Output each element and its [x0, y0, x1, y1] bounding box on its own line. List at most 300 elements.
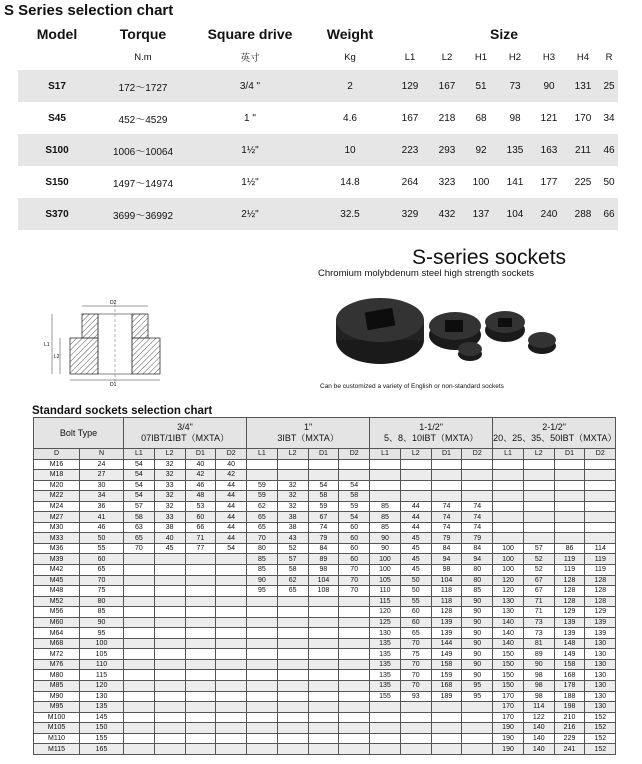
- std-cell: 79: [462, 533, 493, 544]
- std-cell: [216, 575, 247, 586]
- std-cell: 74: [462, 522, 493, 533]
- cell-h2: 73: [498, 70, 532, 102]
- std-cell: 50: [80, 533, 124, 544]
- std-cell: [277, 596, 308, 607]
- std-cell: 33: [154, 480, 185, 491]
- std-cell: 90: [462, 670, 493, 681]
- table-row: [34, 522, 616, 533]
- std-cell: [585, 501, 616, 512]
- std-cell: [124, 733, 155, 744]
- std-cell: 60: [339, 543, 370, 554]
- std-cell: 70: [339, 565, 370, 576]
- std-cell: [216, 702, 247, 713]
- std-cell: [308, 744, 339, 755]
- std-cell: M42: [34, 565, 80, 576]
- std-cell: 30: [80, 480, 124, 491]
- std-cell: [247, 712, 278, 723]
- standard-table-title: Standard sockets selection chart: [32, 405, 213, 417]
- std-cell: 128: [554, 596, 585, 607]
- std-cell: [154, 744, 185, 755]
- std-cell: M76: [34, 659, 80, 670]
- std-cell: [462, 744, 493, 755]
- std-cell: [277, 670, 308, 681]
- std-cell: 45: [400, 533, 431, 544]
- std-cell: M33: [34, 533, 80, 544]
- std-cell: M30: [34, 522, 80, 533]
- std-cell: 229: [554, 733, 585, 744]
- std-cell: 150: [493, 670, 524, 681]
- std-cell: [154, 607, 185, 618]
- std-cell: [185, 565, 216, 576]
- cell-h2: 104: [498, 198, 532, 230]
- std-cell: 71: [185, 533, 216, 544]
- cell-torque: 172～1727: [96, 70, 190, 102]
- std-cell: 32: [154, 491, 185, 502]
- std-cell: M90: [34, 691, 80, 702]
- table-row: [34, 723, 616, 734]
- cell-torque: 452～4529: [118, 114, 168, 126]
- std-cell: 32: [154, 501, 185, 512]
- std-cell: 86: [554, 543, 585, 554]
- std-cell: 74: [462, 501, 493, 512]
- table-row: [34, 565, 616, 576]
- table-row: [34, 459, 616, 470]
- std-cell: [462, 733, 493, 744]
- std-cell: 130: [585, 691, 616, 702]
- std-cell: [277, 681, 308, 692]
- std-cell: [339, 459, 370, 470]
- std-cell: [523, 470, 554, 481]
- std-cell: [185, 733, 216, 744]
- std-cell: M48: [34, 586, 80, 597]
- std-cell: [216, 670, 247, 681]
- std-cell: 152: [585, 723, 616, 734]
- std-cell: 52: [523, 565, 554, 576]
- header-square-drive: Square drive: [207, 26, 293, 42]
- header-weight: Weight: [326, 26, 374, 42]
- std-cell: [185, 659, 216, 670]
- std-cell: [247, 649, 278, 660]
- std-cell: M39: [34, 554, 80, 565]
- std-cell: 94: [462, 554, 493, 565]
- std-cell: 159: [431, 670, 462, 681]
- std-cell: [493, 480, 524, 491]
- std-cell: 95: [462, 681, 493, 692]
- std-cell: 42: [185, 470, 216, 481]
- std-cell: [400, 702, 431, 713]
- std-cell: [431, 723, 462, 734]
- cell-h4: 211: [566, 134, 600, 166]
- std-cell: [493, 491, 524, 502]
- table-row: [18, 198, 618, 230]
- cell-r: 25: [600, 70, 618, 102]
- std-cell: [585, 480, 616, 491]
- table-row: [34, 628, 616, 639]
- std-cell: M52: [34, 596, 80, 607]
- cell-h1: 68: [475, 112, 487, 124]
- std-cell: [585, 470, 616, 481]
- table-row: [34, 512, 616, 523]
- diagram-label-d2: D2: [110, 300, 117, 306]
- std-cell: 139: [554, 628, 585, 639]
- col-d2-header: D2: [462, 449, 493, 460]
- cell-h4: 288: [566, 198, 600, 230]
- std-cell: [216, 744, 247, 755]
- std-cell: 67: [523, 586, 554, 597]
- std-cell: 75: [400, 649, 431, 660]
- std-cell: 155: [370, 691, 401, 702]
- std-cell: [124, 744, 155, 755]
- std-cell: 98: [523, 691, 554, 702]
- std-cell: 54: [124, 470, 155, 481]
- std-cell: [124, 628, 155, 639]
- cell-l1: 264: [401, 176, 419, 188]
- std-cell: [277, 607, 308, 618]
- std-cell: 52: [523, 554, 554, 565]
- std-cell: 45: [400, 565, 431, 576]
- std-cell: 60: [339, 533, 370, 544]
- table-row: [34, 586, 616, 597]
- std-cell: 44: [216, 480, 247, 491]
- std-cell: 38: [277, 522, 308, 533]
- std-cell: 90: [80, 617, 124, 628]
- std-cell: [339, 659, 370, 670]
- std-cell: 128: [585, 575, 616, 586]
- std-cell: 130: [585, 659, 616, 670]
- std-cell: 62: [247, 501, 278, 512]
- std-cell: [154, 712, 185, 723]
- std-cell: 104: [431, 575, 462, 586]
- std-cell: M100: [34, 712, 80, 723]
- cell-drive: 2½": [190, 198, 310, 230]
- std-cell: 42: [216, 470, 247, 481]
- table-row: [34, 554, 616, 565]
- std-cell: 44: [400, 501, 431, 512]
- std-cell: [185, 691, 216, 702]
- std-cell: M105: [34, 723, 80, 734]
- std-cell: [370, 459, 401, 470]
- std-cell: [370, 733, 401, 744]
- cell-h1: 100: [472, 176, 490, 188]
- std-cell: [185, 670, 216, 681]
- std-cell: [216, 565, 247, 576]
- cell-r: 46: [600, 134, 618, 166]
- table-row: [34, 617, 616, 628]
- std-cell: [339, 733, 370, 744]
- cell-torque: 3699～36992: [96, 198, 190, 230]
- std-cell: [554, 470, 585, 481]
- std-cell: [339, 638, 370, 649]
- std-cell: [185, 628, 216, 639]
- std-cell: [154, 723, 185, 734]
- std-cell: [154, 659, 185, 670]
- std-cell: [216, 681, 247, 692]
- std-cell: 241: [554, 744, 585, 755]
- sockets-title: S-series sockets: [412, 246, 567, 269]
- std-cell: [370, 470, 401, 481]
- std-cell: 65: [80, 565, 124, 576]
- std-cell: M16: [34, 459, 80, 470]
- std-cell: 46: [80, 522, 124, 533]
- std-cell: 152: [585, 744, 616, 755]
- std-cell: M95: [34, 702, 80, 713]
- std-cell: 65: [124, 533, 155, 544]
- group-header-2-1-2: 2-1/2" 20、25、35、50IBT（MXTA）: [493, 418, 616, 449]
- std-cell: 190: [493, 744, 524, 755]
- cell-weight: 10: [310, 134, 390, 166]
- std-cell: 60: [339, 522, 370, 533]
- std-cell: 100: [493, 565, 524, 576]
- std-cell: [124, 586, 155, 597]
- std-cell: [216, 607, 247, 618]
- std-cell: 114: [585, 543, 616, 554]
- std-cell: 90: [462, 638, 493, 649]
- std-cell: 135: [370, 681, 401, 692]
- std-cell: [554, 501, 585, 512]
- std-cell: 120: [493, 586, 524, 597]
- std-cell: [124, 712, 155, 723]
- std-cell: 70: [400, 659, 431, 670]
- std-cell: 152: [585, 733, 616, 744]
- std-cell: 34: [80, 491, 124, 502]
- std-cell: [554, 459, 585, 470]
- std-cell: 114: [523, 702, 554, 713]
- std-cell: [247, 723, 278, 734]
- std-cell: 168: [431, 681, 462, 692]
- std-cell: [277, 691, 308, 702]
- cell-l1: 329: [390, 198, 430, 230]
- std-cell: 140: [523, 744, 554, 755]
- std-cell: [216, 691, 247, 702]
- std-cell: [277, 744, 308, 755]
- std-cell: 81: [523, 638, 554, 649]
- std-cell: [185, 712, 216, 723]
- std-cell: [124, 575, 155, 586]
- std-cell: [277, 459, 308, 470]
- cell-model: S17: [18, 70, 96, 102]
- std-cell: 140: [493, 628, 524, 639]
- std-cell: 139: [554, 617, 585, 628]
- std-cell: [216, 554, 247, 565]
- std-cell: [585, 533, 616, 544]
- std-cell: M45: [34, 575, 80, 586]
- std-cell: 165: [80, 744, 124, 755]
- std-cell: [400, 459, 431, 470]
- std-cell: 130: [493, 607, 524, 618]
- std-cell: 152: [585, 712, 616, 723]
- std-cell: 54: [124, 459, 155, 470]
- std-cell: [154, 628, 185, 639]
- std-cell: [247, 744, 278, 755]
- std-cell: [154, 670, 185, 681]
- std-cell: 128: [585, 596, 616, 607]
- std-cell: [154, 617, 185, 628]
- std-cell: 140: [493, 638, 524, 649]
- std-cell: [339, 681, 370, 692]
- std-cell: 90: [462, 596, 493, 607]
- std-cell: 89: [308, 554, 339, 565]
- std-cell: 70: [400, 681, 431, 692]
- std-cell: 48: [185, 491, 216, 502]
- std-cell: [339, 691, 370, 702]
- col-d1-header: D1: [554, 449, 585, 460]
- std-cell: 158: [431, 659, 462, 670]
- std-cell: M115: [34, 744, 80, 755]
- std-cell: 46: [185, 480, 216, 491]
- std-cell: [185, 744, 216, 755]
- table-row: [34, 491, 616, 502]
- std-cell: 44: [400, 512, 431, 523]
- std-cell: 60: [400, 617, 431, 628]
- col-l1-header: L1: [247, 449, 278, 460]
- std-cell: 119: [554, 565, 585, 576]
- std-cell: [277, 712, 308, 723]
- unit-h1: H1: [474, 51, 488, 63]
- std-cell: 58: [277, 565, 308, 576]
- std-cell: 38: [154, 522, 185, 533]
- table-row: [34, 670, 616, 681]
- table-row: [34, 638, 616, 649]
- std-cell: [400, 480, 431, 491]
- std-cell: 139: [431, 617, 462, 628]
- std-cell: 54: [339, 512, 370, 523]
- std-cell: 55: [400, 596, 431, 607]
- std-cell: [185, 586, 216, 597]
- std-cell: 148: [554, 638, 585, 649]
- cell-l1: 223: [390, 134, 430, 166]
- diagram-label-l2: L2: [54, 354, 60, 360]
- std-cell: 110: [80, 659, 124, 670]
- std-cell: [308, 702, 339, 713]
- cell-h2: 135: [498, 134, 532, 166]
- diagram-label-d1: D1: [110, 382, 117, 386]
- std-cell: 62: [277, 575, 308, 586]
- std-cell: 74: [431, 522, 462, 533]
- std-cell: [154, 586, 185, 597]
- header-size: Size: [490, 26, 519, 42]
- std-cell: 63: [124, 522, 155, 533]
- std-cell: [124, 565, 155, 576]
- std-cell: 90: [247, 575, 278, 586]
- cell-h1: 51: [464, 70, 498, 102]
- std-cell: 95: [247, 586, 278, 597]
- std-rows: [34, 459, 616, 754]
- std-cell: 70: [124, 543, 155, 554]
- std-cell: 119: [554, 554, 585, 565]
- std-cell: [339, 744, 370, 755]
- std-cell: [277, 617, 308, 628]
- std-cell: [124, 691, 155, 702]
- std-cell: 70: [400, 638, 431, 649]
- std-cell: [370, 491, 401, 502]
- col-l2-header: L2: [400, 449, 431, 460]
- std-cell: [400, 712, 431, 723]
- std-cell: 27: [80, 470, 124, 481]
- std-cell: [339, 596, 370, 607]
- std-cell: [185, 554, 216, 565]
- std-cell: [462, 723, 493, 734]
- std-cell: 85: [247, 554, 278, 565]
- std-cell: 115: [80, 670, 124, 681]
- std-cell: 128: [554, 586, 585, 597]
- unit-r: R: [605, 51, 613, 63]
- cell-drive: 1 ": [244, 112, 256, 124]
- std-cell: 77: [185, 543, 216, 554]
- std-cell: M64: [34, 628, 80, 639]
- col-d1-header: D1: [185, 449, 216, 460]
- std-cell: [462, 702, 493, 713]
- std-cell: 66: [185, 522, 216, 533]
- std-cell: [523, 501, 554, 512]
- cell-l1: 167: [401, 112, 419, 124]
- col-d-header: D: [34, 449, 80, 460]
- table-row: [34, 596, 616, 607]
- std-cell: [185, 607, 216, 618]
- std-cell: 79: [308, 533, 339, 544]
- col-l2-header: L2: [523, 449, 554, 460]
- std-cell: 59: [247, 480, 278, 491]
- cell-model: S45: [48, 112, 66, 124]
- std-cell: [431, 480, 462, 491]
- std-cell: [308, 607, 339, 618]
- col-d2-header: D2: [339, 449, 370, 460]
- socket-dimension-diagram: [30, 294, 180, 386]
- table-row: [34, 543, 616, 554]
- std-cell: 74: [462, 512, 493, 523]
- std-cell: 100: [493, 543, 524, 554]
- unit-torque: N.m: [134, 51, 152, 63]
- std-cell: 145: [80, 712, 124, 723]
- std-cell: 120: [370, 607, 401, 618]
- cell-drive: 1½": [241, 176, 259, 188]
- std-cell: [247, 617, 278, 628]
- std-cell: [185, 617, 216, 628]
- std-cell: 57: [277, 554, 308, 565]
- std-cell: [308, 596, 339, 607]
- std-cell: 90: [462, 607, 493, 618]
- std-cell: [523, 480, 554, 491]
- std-cell: 129: [554, 607, 585, 618]
- cell-l2: 167: [430, 70, 464, 102]
- std-cell: 74: [431, 512, 462, 523]
- std-cell: 85: [370, 501, 401, 512]
- std-cell: [308, 670, 339, 681]
- std-cell: 170: [493, 691, 524, 702]
- cell-torque: 1006～10064: [96, 134, 190, 166]
- std-cell: [277, 470, 308, 481]
- std-cell: 40: [216, 459, 247, 470]
- unit-weight: Kg: [344, 51, 356, 63]
- sockets-photo: [330, 290, 560, 382]
- std-cell: [308, 617, 339, 628]
- std-cell: [185, 681, 216, 692]
- std-cell: [216, 596, 247, 607]
- group-header-1: 1" 3IBT（MXTA）: [247, 418, 370, 449]
- std-cell: 70: [339, 575, 370, 586]
- std-cell: 90: [370, 533, 401, 544]
- std-cell: 44: [216, 501, 247, 512]
- std-cell: 118: [431, 586, 462, 597]
- std-cell: 139: [585, 617, 616, 628]
- std-cell: [124, 681, 155, 692]
- std-cell: 216: [554, 723, 585, 734]
- std-cell: [247, 681, 278, 692]
- std-cell: 94: [431, 554, 462, 565]
- std-cell: [462, 470, 493, 481]
- std-cell: [554, 491, 585, 502]
- std-cell: 90: [462, 649, 493, 660]
- table-row: [34, 533, 616, 544]
